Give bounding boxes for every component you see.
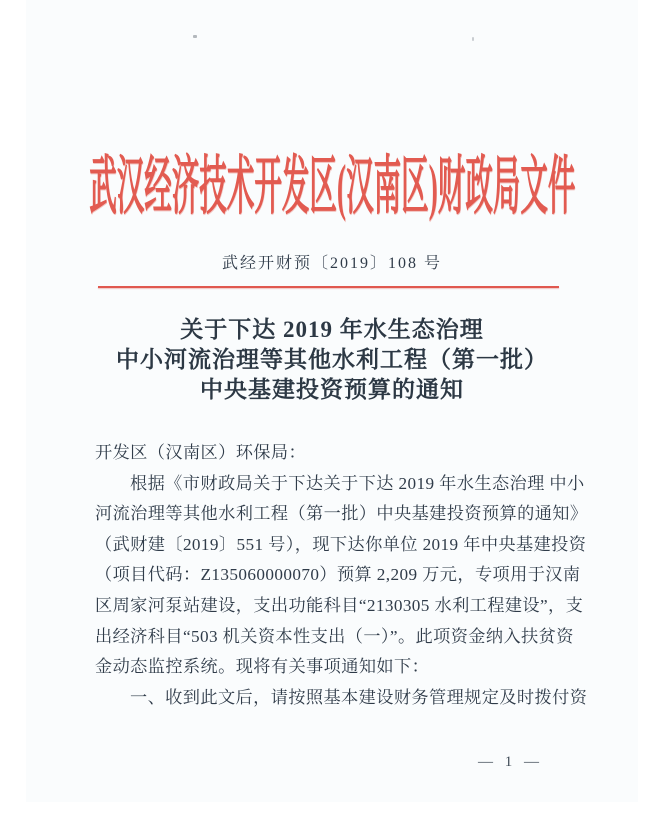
red-separator-line bbox=[98, 286, 559, 288]
body-line: 开发区（汉南区）环保局： bbox=[95, 443, 307, 462]
red-header-banner bbox=[0, 150, 664, 224]
body-line: 根据《市财政局关于下达关于下达 2019 年水生态治理 中小 bbox=[130, 473, 585, 493]
body-line: 金动态监控系统。现将有关事项通知如下： bbox=[95, 657, 430, 677]
body-line: （项目代码：Z135060000070）预算 2,209 万元，专项用于汉南 bbox=[95, 565, 581, 585]
scan-speck bbox=[472, 37, 474, 41]
body-line: 出经济科目“503 机关资本性支出（一）”。此项资金纳入扶贫资 bbox=[95, 626, 574, 646]
body-line: （武财建〔2019〕551 号），现下达你单位 2019 年中央基建投资 bbox=[95, 534, 587, 554]
document-title-line: 中央基建投资预算的通知 bbox=[200, 377, 464, 402]
body-line: 一、收到此文后，请按照基本建设财务管理规定及时拨付资 bbox=[130, 687, 588, 707]
body-line: 区周家河泵站建设，支出功能科目“2130305 水利工程建设”，支 bbox=[95, 595, 584, 615]
body-line: 河流治理等其他水利工程（第一批）中央基建投资预算的通知》 bbox=[95, 504, 588, 524]
issuing-agency-banner-text: 武汉经济技术开发区(汉南区)财政局文件 bbox=[88, 151, 576, 222]
document-title bbox=[0, 315, 664, 405]
document-title-line: 关于下达 2019 年水生态治理 bbox=[180, 317, 484, 342]
scan-speck bbox=[193, 35, 197, 38]
page-number: — 1 — bbox=[478, 754, 543, 770]
document-body bbox=[95, 438, 588, 713]
document-title-line: 中小河流治理等其他水利工程（第一批） bbox=[116, 347, 548, 372]
document-reference-number: 武经开财预〔2019〕108 号 bbox=[221, 255, 442, 272]
